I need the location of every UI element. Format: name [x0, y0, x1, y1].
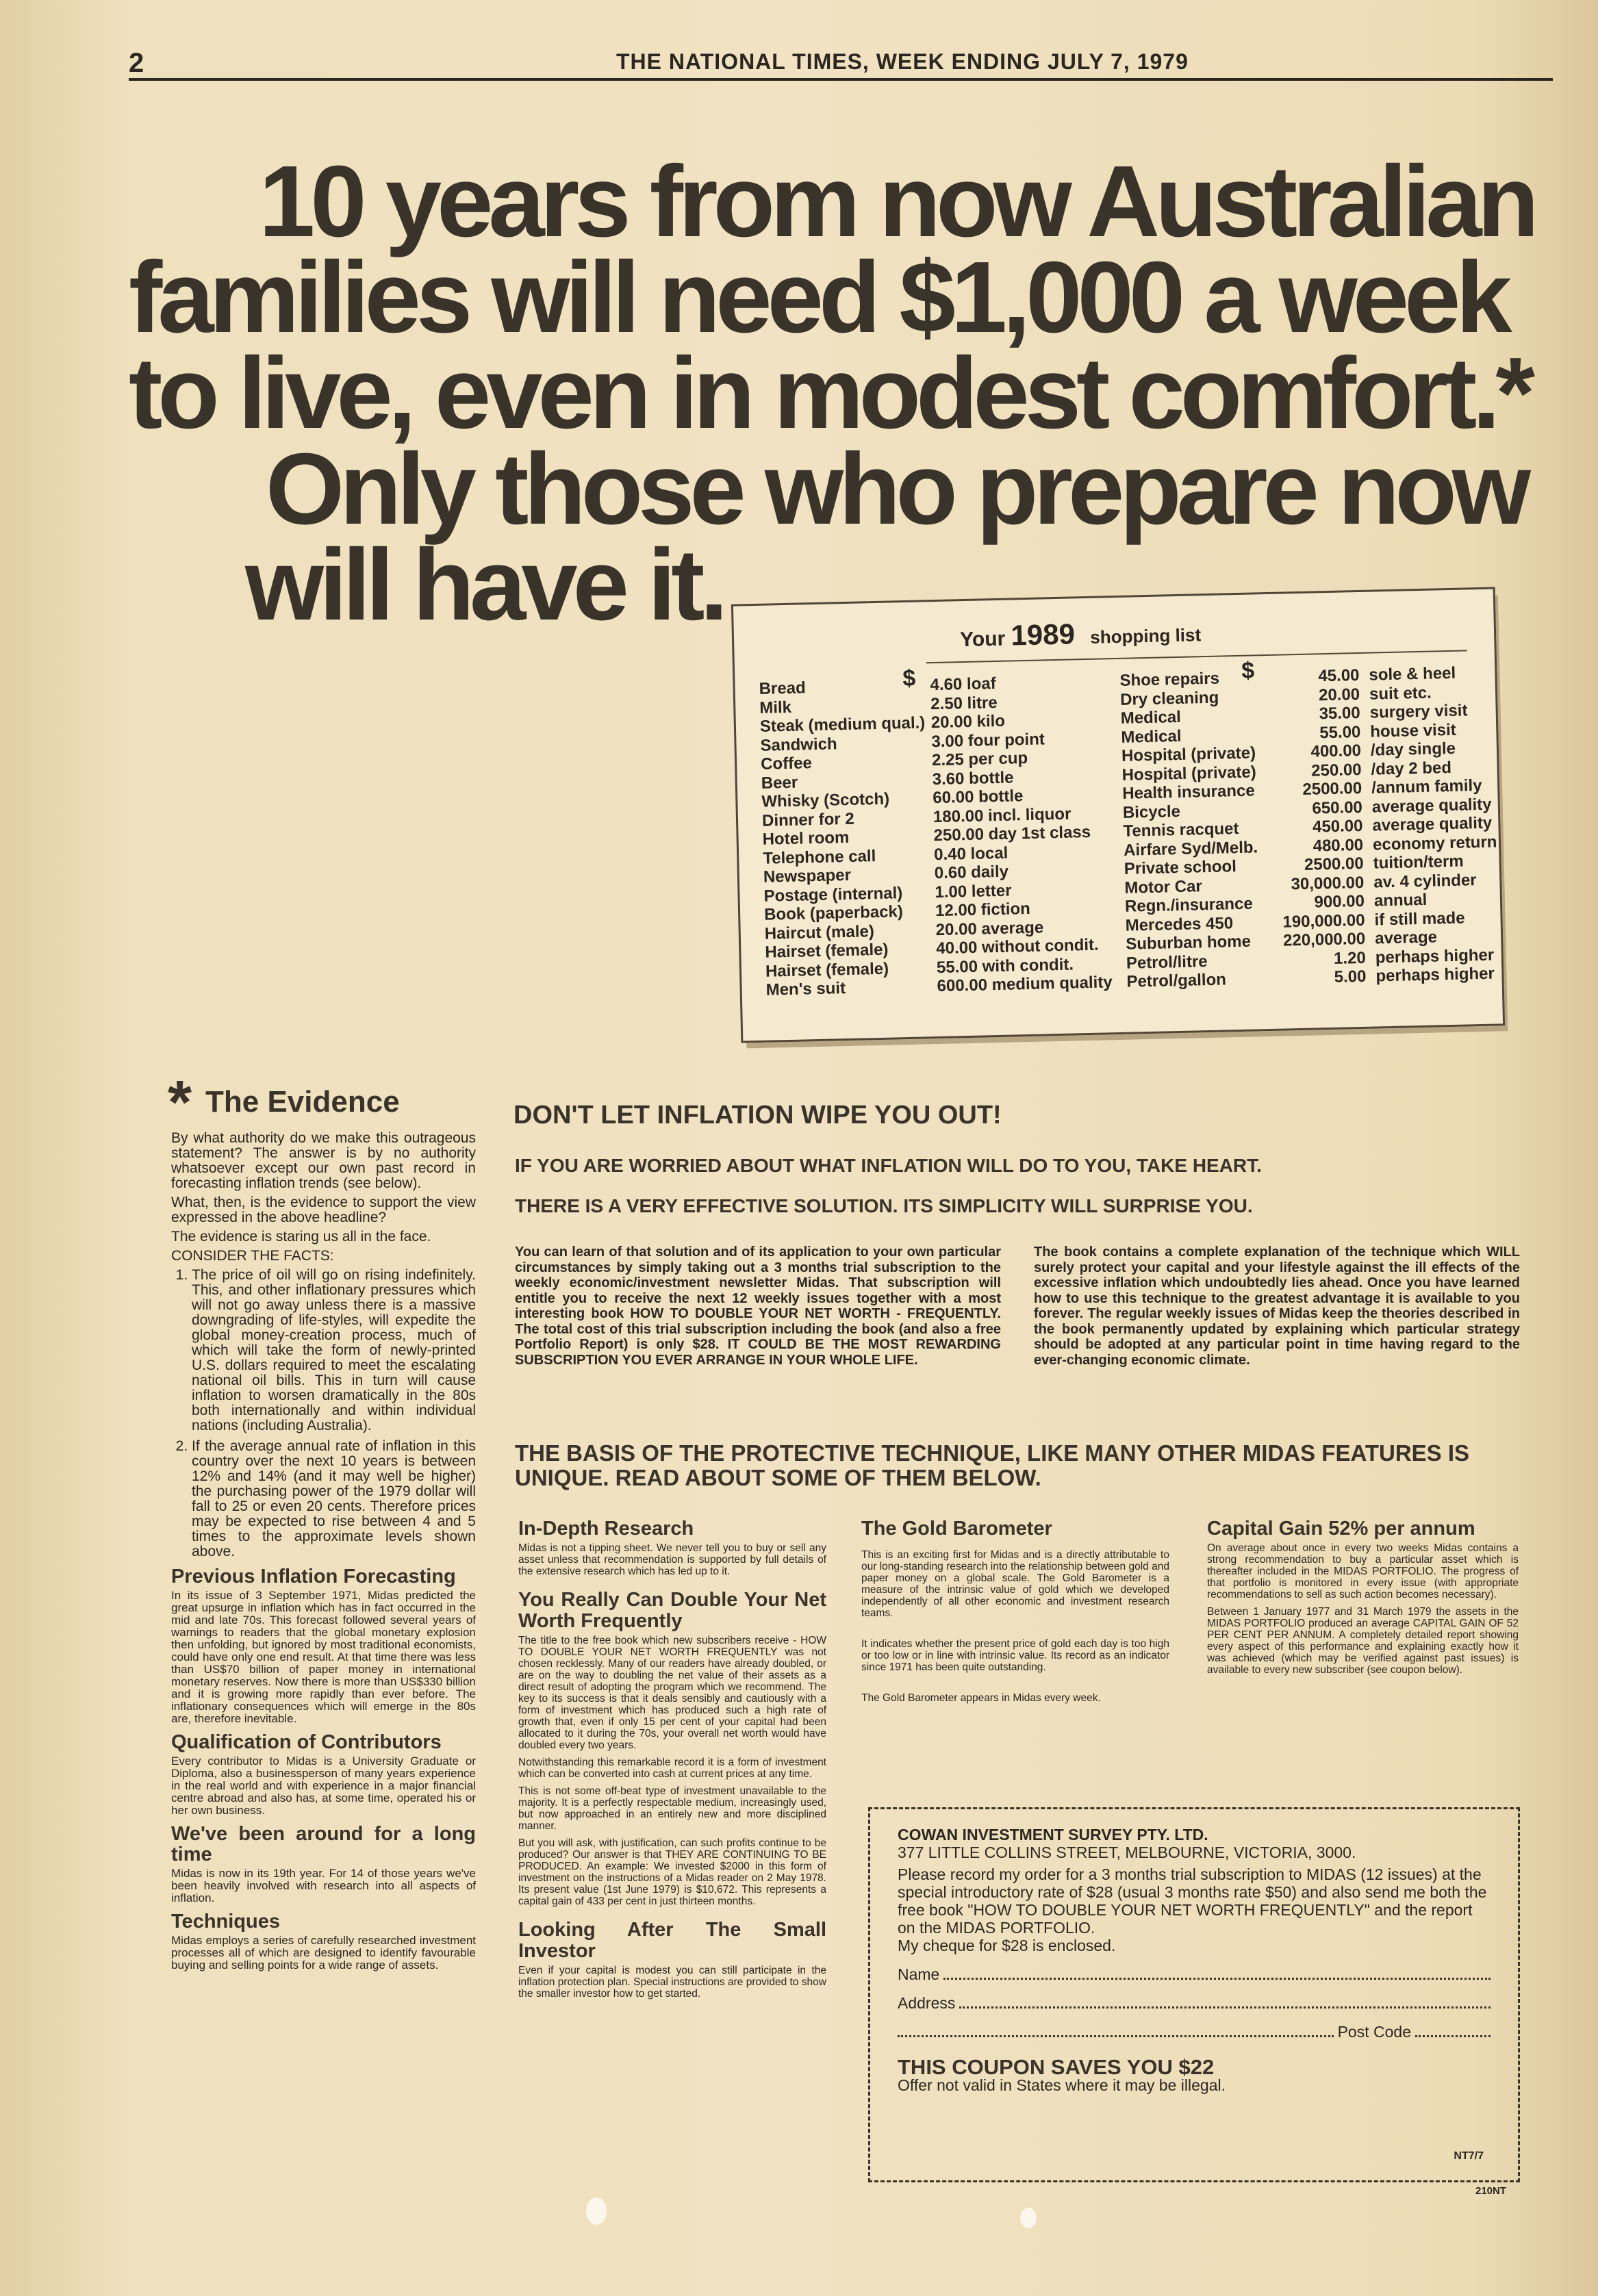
shopping-item-price: 400.00 [1310, 741, 1362, 761]
shopping-item-name: Private school [1124, 857, 1237, 878]
feature-text: This is not some off-beat type of investment unavailable to the majority. It is a perfectly respectable medium, increasingly used, but now approached in an entirely new and more disciplined manner. [518, 1785, 826, 1832]
feature-heading: In-Depth Research [518, 1518, 694, 1540]
shopping-item-name: Sandwich [760, 734, 837, 755]
dollar-sign-left: $ [902, 665, 916, 692]
feature-column-3 [1207, 1518, 1519, 1681]
shopping-item-name: Bicycle [1122, 802, 1181, 822]
shopping-item-price: 900.00 [1314, 891, 1365, 912]
shopping-item-price: 4.60 loaf [930, 674, 996, 695]
address-field-line[interactable] [959, 1994, 1491, 2008]
shopping-item-note: sole & heel [1369, 663, 1456, 685]
shopping-item-name: Newspaper [763, 865, 852, 886]
shopping-item-name: Steak (medium qual.) [759, 713, 926, 736]
shopping-item-price: 2.50 litre [930, 693, 998, 713]
shopping-item-price: 12.00 fiction [935, 899, 1031, 921]
shopping-item-name: Haircut (male) [764, 921, 875, 943]
shopping-list-card [731, 587, 1505, 1043]
shopping-item-price: 1.20 [1333, 948, 1367, 968]
shopping-item-note: average quality [1371, 795, 1492, 817]
shopping-item-name: Health insurance [1121, 781, 1255, 803]
shopping-item-price: 45.00 [1318, 665, 1360, 686]
headline-line-5: will have it. [245, 528, 724, 641]
ad-reference-code: 210NT [1475, 2185, 1507, 2197]
feature-text: Notwithstanding this remarkable record it is a form of investment which can be converted into cash at current prices at any time. [518, 1757, 826, 1780]
shopping-item-price: 60.00 bottle [933, 787, 1024, 808]
section-text: Midas employs a series of carefully researched investment processes all of which are designed to identify favourable buying and selling points for a wide range of assets. [171, 1934, 476, 1972]
shopping-list-prefix: Your [959, 627, 1006, 652]
shopping-item-price: 2500.00 [1304, 854, 1365, 874]
fact-item: 2. If the average annual rate of inflation in this country over the next 10 years is between 12% and 14% (and it may well be higher) the purchasing power of the 1979 dollar will fall to 25 or even 20 cents. Therefore prices may be expected to rise between 4 and 5 times to the approximate levels shown above. [192, 1439, 476, 1559]
coupon-saves-text: THIS COUPON SAVES YOU $22 [898, 2055, 1215, 2079]
shopping-item-price: 40.00 without condit. [936, 935, 1099, 958]
shopping-item-note: if still made [1374, 908, 1465, 930]
shopping-item-price: 30,000.00 [1291, 873, 1365, 893]
shopping-item-price: 220,000.00 [1282, 929, 1366, 950]
name-field-label: Name [898, 1965, 940, 1983]
paper-hole [586, 2197, 607, 2225]
body-paragraph-right: The book contains a complete explanation of the technique which WILL surely protect your capital and your lifestyle against the ill effects of the excessive inflation which undoubtedly lies ahead. Once you have learned how to use this technique to the greatest advantage it is available to you forever. The regular weekly issues of Midas keep the theories described in the book permanently updated by explaining which particular strategy should be adopted at any particular point in time having regard to the ever-changing economic climate. [1034, 1245, 1520, 1368]
shopping-item-name: Shoe repairs [1119, 669, 1220, 690]
feature-text: The Gold Barometer appears in Midas every week. [861, 1692, 1101, 1704]
body-paragraph-left: You can learn of that solution and of its application to your own particular circumstances by simply taking out a 3 months trial subscription to the weekly economic/investment newsletter Midas. That subscription will entitle you to receive the next 12 weekly issues together with a most interesting book HOW TO DOUBLE YOUR NET WORTH - FREQUENTLY. The total cost of this trial subscription including the book (and also a free Portfolio Report) is only $28. IT COULD BE THE MOST REWARDING SUBSCRIPTION YOU EVER ARRANGE IN YOUR WHOLE LIFE. [515, 1245, 1001, 1368]
shopping-item-name: Whisky (Scotch) [761, 789, 890, 811]
main-heading: DON'T LET INFLATION WIPE YOU OUT! [513, 1101, 1002, 1130]
basis-heading: THE BASIS OF THE PROTECTIVE TECHNIQUE, LIKE MANY OTHER MIDAS FEATURES IS UNIQUE. READ ABOUT SOME OF THEM BELOW. [515, 1440, 1470, 1490]
subheading-solution: THERE IS A VERY EFFECTIVE SOLUTION. ITS SIMPLICITY WILL SURPRISE YOU. [515, 1195, 1253, 1216]
shopping-list-label: shopping list [1089, 624, 1202, 648]
coupon-code: NT7/7 [1454, 2150, 1484, 2162]
shopping-item-name: Regn./insurance [1124, 894, 1254, 916]
fact-item: 1. The price of oil will go on rising indefinitely. This, and other inflationary pressures which will not go away unless there is a massive downgrading of life-styles, will expedite the global money-creation process, much of which will take the form of newly-printed U.S. dollars required to meet the escalating national oil bills. This in turn will cause inflation to worsen dramatically in the 80s both internationally and within individual nations (including Australia). [192, 1268, 476, 1433]
name-field-line[interactable] [943, 1965, 1491, 1980]
paper-hole [1020, 2208, 1037, 2228]
shopping-item-name: Telephone call [762, 846, 876, 868]
shopping-item-name: Hotel room [762, 828, 850, 849]
page-number: 2 [129, 48, 144, 78]
shopping-item-price: 0.40 local [933, 843, 1009, 864]
address-field-label: Address [898, 1994, 956, 2012]
shopping-item-price: 2500.00 [1302, 778, 1362, 799]
shopping-item-note: tuition/term [1373, 852, 1464, 873]
evidence-paragraph: By what authority do we make this outrageous statement? The answer is by no authority whatsoever except our own past record in forecasting inflation trends (see below). [171, 1130, 476, 1191]
feature-text: It indicates whether the present price of gold each day is too high or too low or in line with intrinsic value. Its record as an indicator since 1971 has been quite outstanding. [861, 1638, 1169, 1673]
section-heading: Techniques [171, 1911, 280, 1933]
shopping-item-name: Book (paperback) [763, 902, 904, 924]
shopping-item-price: 1.00 letter [935, 881, 1012, 902]
shopping-item-name: Hairset (female) [765, 940, 889, 962]
shopping-list-right-column [1119, 663, 1500, 992]
shopping-item-price: 450.00 [1312, 816, 1363, 837]
feature-heading: You Really Can Double Your Net Worth Frequently [518, 1589, 826, 1632]
shopping-item-price: 5.00 [1334, 967, 1367, 986]
address-field-line-2[interactable] [898, 2023, 1334, 2037]
shopping-item-name: Petrol/litre [1126, 952, 1208, 973]
coupon-address: 377 LITTLE COLLINS STREET, MELBOURNE, VICTORIA, 3000. [898, 1844, 1356, 1861]
shopping-item-name: Milk [759, 698, 792, 717]
shopping-item-price: 35.00 [1319, 703, 1361, 724]
shopping-item-price: 180.00 incl. liquor [933, 804, 1071, 826]
shopping-item-price: 650.00 [1312, 798, 1363, 818]
headline-line-4: Only those who prepare now [266, 433, 1526, 546]
shopping-item-name: Postage (internal) [763, 883, 903, 906]
order-coupon[interactable] [868, 1807, 1520, 2182]
shopping-item-name: Hospital (private) [1121, 762, 1256, 785]
evidence-paragraph: What, then, is the evidence to support the view expressed in the above headline? [171, 1195, 476, 1225]
coupon-company: COWAN INVESTMENT SURVEY PTY. LTD. [898, 1826, 1208, 1844]
section-text: Every contributor to Midas is a University Graduate or Diploma, also a businessperson of many years experience in the real world and with experience in a major financial centre abroad and also has, at some time, operated his or her own business. [171, 1755, 476, 1817]
shopping-list-year: 1989 [1010, 617, 1076, 652]
shopping-item-note: /day 2 bed [1371, 758, 1452, 779]
facts-list [171, 1268, 476, 1559]
shopping-item-name: Beer [761, 773, 798, 793]
postcode-field-line[interactable] [1415, 2023, 1491, 2037]
feature-heading: The Gold Barometer [861, 1518, 1052, 1540]
feature-text: On average about once in every two weeks Midas contains a strong recommendation to buy a particular asset which is thereafter included in the MIDAS PORTFOLIO. The progress of that portfolio is monitored in every issue (with appropriate recommendations to sell as such action becomes necessary). [1207, 1542, 1519, 1600]
feature-text: But you will ask, with justification, can such profits continue to be produced? Our answer is that THEY ARE CONTINUING TO BE PRODUCED. An example: We invested $2000 in this form of investment on the instructions of a Midas reader on 2 May 1978. Its present value (1st June 1979) is $10,672. This represents a capital gain of 433 per cent in just thirteen months. [518, 1837, 826, 1907]
shopping-item-note: av. 4 cylinder [1373, 870, 1477, 892]
shopping-item-note: average quality [1372, 813, 1493, 835]
headline-line-1: 10 years from now Australian [259, 145, 1534, 258]
asterisk-mark: * [168, 1069, 192, 1137]
feature-text: This is an exciting first for Midas and is a directly attributable to our long-standing research into the relationship between gold and paper money on a global scale. The Gold Barometer is a measure of the intrinsic value of gold which we developed independently of all other economic and investment research teams. [861, 1549, 1169, 1619]
shopping-item-price: 600.00 medium quality [937, 973, 1113, 996]
coupon-postcode-field[interactable] [898, 2023, 1491, 2041]
shopping-item-note: surgery visit [1369, 701, 1468, 722]
postcode-field-label: Post Code [1337, 2023, 1411, 2041]
feature-text: Midas is not a tipping sheet. We never tell you to buy or sell any asset unless that recommendation is supported by full details of the extensive research which has led up to it. [518, 1542, 826, 1577]
shopping-item-price: 480.00 [1312, 835, 1364, 856]
shopping-list-left-column [759, 671, 1142, 999]
shopping-item-price: 0.60 daily [934, 862, 1009, 883]
shopping-item-price: 250.00 day 1st class [933, 822, 1091, 845]
shopping-item-name: Petrol/gallon [1126, 970, 1227, 991]
section-heading: Previous Inflation Forecasting [171, 1566, 456, 1587]
shopping-list-title [959, 615, 1201, 653]
shopping-item-price: 55.00 with condit. [936, 955, 1074, 977]
evidence-paragraph: CONSIDER THE FACTS: [171, 1248, 334, 1264]
shopping-item-name: Tennis racquet [1123, 819, 1239, 841]
masthead-title: THE NATIONAL TIMES, WEEK ENDING JULY 7, 1979 [616, 49, 1189, 74]
shopping-item-note: /annum family [1371, 776, 1482, 798]
subheading-worried: IF YOU ARE WORRIED ABOUT WHAT INFLATION WILL DO TO YOU, TAKE HEART. [515, 1155, 1262, 1176]
shopping-item-note: annual [1373, 890, 1428, 910]
feature-heading: Capital Gain 52% per annum [1207, 1518, 1475, 1540]
coupon-cheque-text: My cheque for $28 is enclosed. [898, 1937, 1116, 1954]
section-text: In its issue of 3 September 1971, Midas predicted the great upsurge in inflation which has in fact occurred in the mid and late 70s. This forecast followed several years of warnings to readers that the global monetary explosion then unfolding, but ignored by most traditional economists, could have only one end result. At that time there was less than US$70 billion of paper money in international monetary reserves. Now there is more than US$330 billion and it is growing more rapidly than ever before. The inflationary consequences which will emerge in the 80s are, therefore inevitable. [171, 1589, 476, 1725]
shopping-item-name: Coffee [760, 754, 813, 774]
evidence-column [171, 1131, 476, 1976]
shopping-item-name: Motor Car [1124, 876, 1203, 897]
shopping-item-note: perhaps higher [1375, 945, 1495, 967]
feature-text: Even if your capital is modest you can still participate in the inflation protection plan. Special instructions are provided to show the smaller investor how to get started. [518, 1965, 826, 2000]
shopping-item-name: Men's suit [765, 979, 846, 999]
shopping-item-name: Dry cleaning [1119, 688, 1219, 709]
shopping-item-name: Medical [1120, 707, 1182, 728]
shopping-item-price: 3.00 four point [931, 729, 1045, 751]
dollar-sign-right: $ [1241, 657, 1255, 684]
shopping-item-note: house visit [1370, 720, 1456, 741]
shopping-item-name: Dinner for 2 [761, 809, 855, 830]
shopping-item-price: 20.00 average [935, 918, 1044, 939]
shopping-item-price: 3.60 bottle [932, 767, 1014, 789]
coupon-order-text: Please record my order for a 3 months trial subscription to MIDAS (12 issues) at the special introductory rate of $28 (usual 3 months rate $50) and also send me both the free book "HOW TO DOUBLE YOUR NET WORTH FREQUENTLY" and the report on the MIDAS PORTFOLIO. [898, 1865, 1487, 1937]
shopping-item-note: average [1374, 928, 1438, 948]
shopping-item-price: 190,000.00 [1282, 910, 1365, 932]
feature-text: Between 1 January 1977 and 31 March 1979 the assets in the MIDAS PORTFOLIO produced an average CAPITAL GAIN OF 52 PER CENT PER ANNUM. A completely detailed report showing every aspect of this performance and explaining exactly how it was achieved (which may be verified against past issues) is available to every new subscriber (see coupon below). [1207, 1606, 1519, 1676]
headline-line-3: to live, even in modest comfort.* [129, 337, 1531, 450]
section-text: Midas is now in its 19th year. For 14 of those years we've been heavily involved with research into all aspects of inflation. [171, 1867, 476, 1904]
shopping-item-note: perhaps higher [1375, 964, 1495, 986]
masthead-rule [129, 78, 1553, 81]
shopping-item-price: 20.00 [1318, 685, 1360, 704]
section-heading: Qualification of Contributors [171, 1731, 442, 1753]
shopping-item-note: economy return [1372, 832, 1497, 854]
coupon-address-field[interactable] [898, 1994, 1491, 2012]
shopping-item-note: suit etc. [1369, 683, 1432, 704]
evidence-paragraph: The evidence is staring us all in the face. [171, 1229, 431, 1245]
shopping-item-name: Medical [1121, 726, 1182, 747]
evidence-heading: The Evidence [205, 1085, 400, 1119]
shopping-item-price: 55.00 [1319, 722, 1361, 742]
shopping-item-name: Airfare Syd/Melb. [1123, 837, 1258, 860]
shopping-item-note: /day single [1370, 739, 1456, 760]
coupon-validity: Offer not valid in States where it may be illegal. [898, 2076, 1226, 2094]
coupon-name-field[interactable] [898, 1965, 1491, 1983]
shopping-item-name: Mercedes 450 [1125, 913, 1234, 935]
shopping-item-name: Suburban home [1125, 932, 1252, 954]
shopping-item-name: Hospital (private) [1121, 743, 1256, 765]
shopping-item-name: Hairset (female) [765, 959, 889, 981]
shopping-item-price: 2.25 per cup [931, 748, 1028, 770]
shopping-item-price: 20.00 kilo [930, 711, 1006, 732]
feature-text: The title to the free book which new subscribers receive - HOW TO DOUBLE YOUR NET WORTH FREQUENTLY was not chosen recklessly. Many of our readers have already doubled, or are on the way to doubling the net value of their assets as a direct result of adopting the program which we recommend. The key to its success is that it deals sensibly and cautiously with a form of investment which has produced such a high rate of growth that, even if only 15 per cent of your capital had been allocated to it during the 70s, your overall net worth would have doubled every two years. [518, 1635, 826, 1751]
feature-heading: Looking After The Small Investor [518, 1919, 826, 1962]
feature-column-1 [518, 1518, 826, 2005]
shopping-item-name: Bread [759, 678, 807, 698]
feature-column-2 [861, 1518, 1169, 1709]
section-heading: We've been around for a long time [171, 1823, 476, 1865]
headline-line-2: families will need $1,000 a week [129, 241, 1508, 354]
shopping-item-price: 250.00 [1310, 760, 1362, 780]
